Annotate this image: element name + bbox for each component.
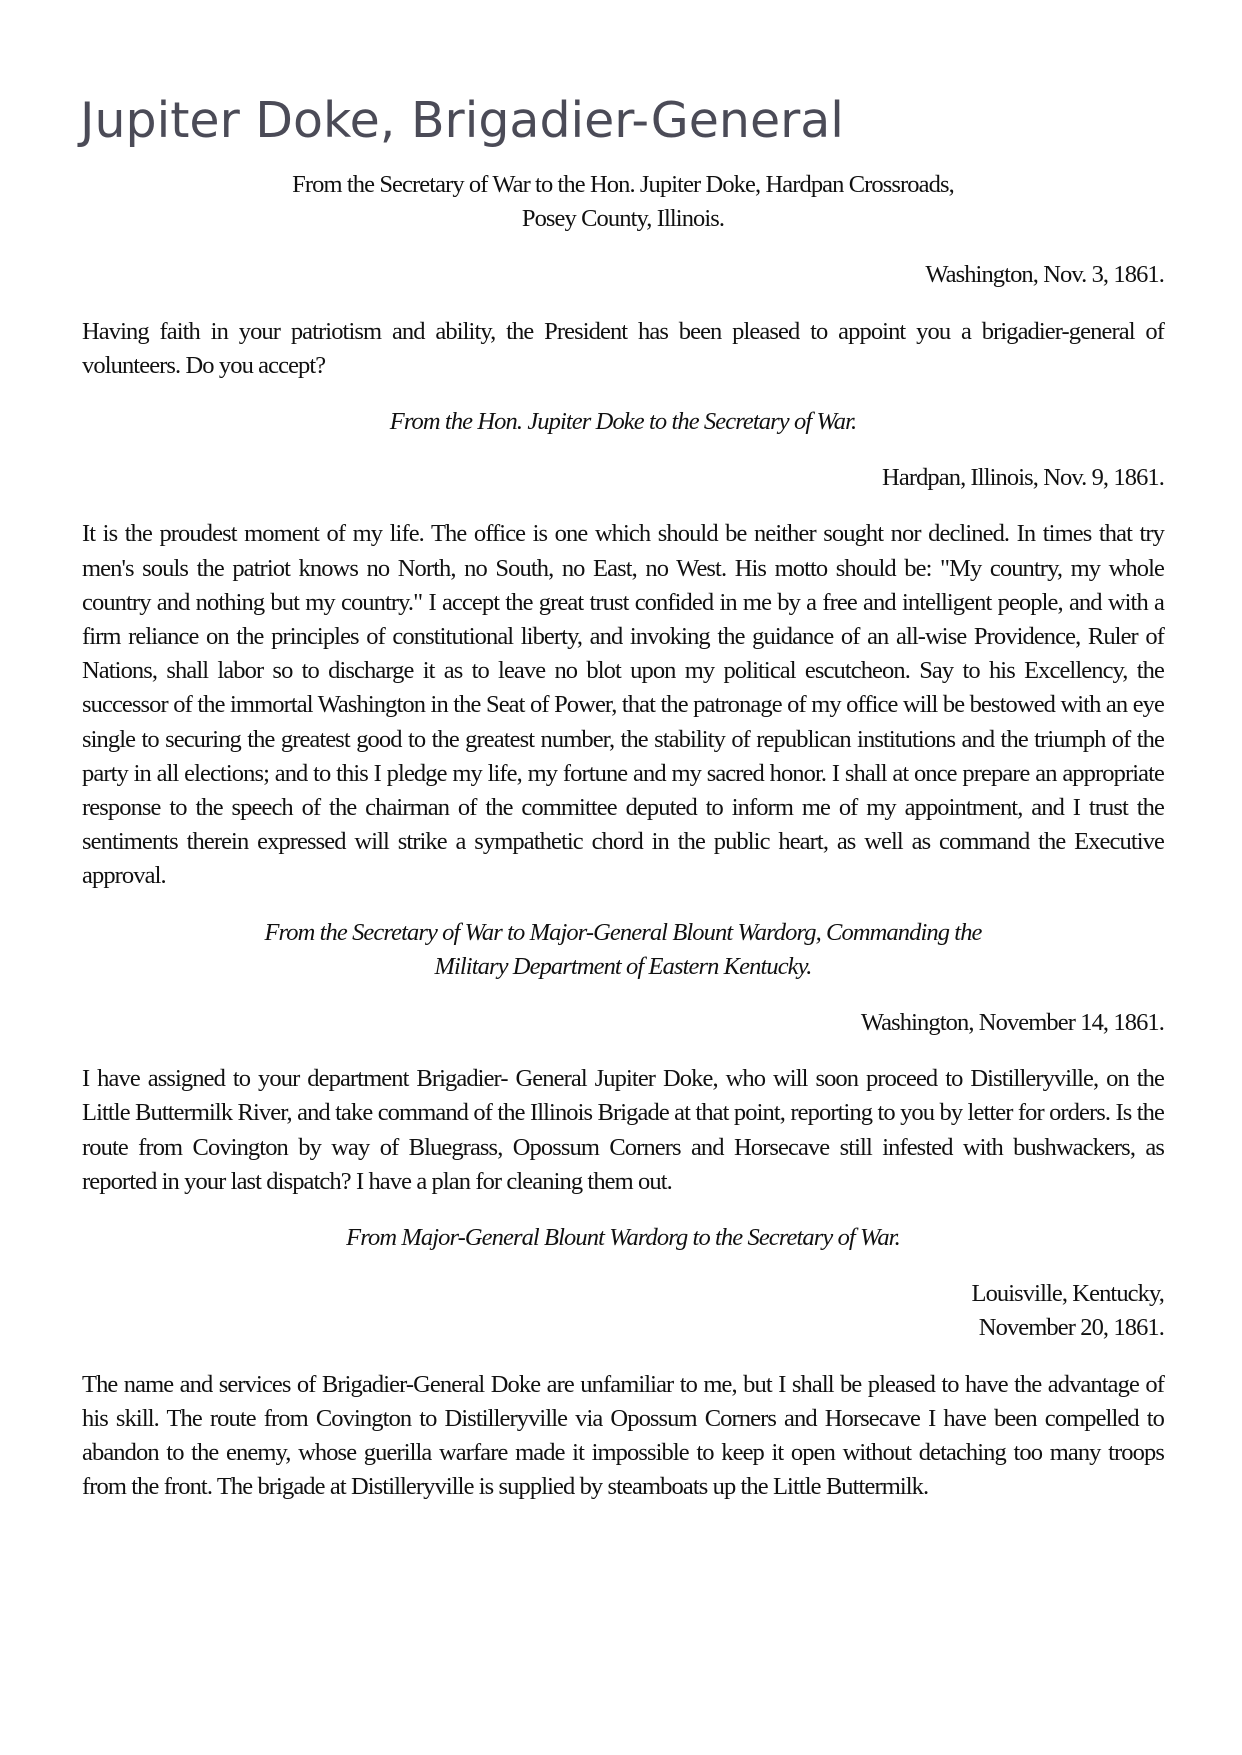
letter-body: The name and services of Brigadier-General Doke are unfamiliar to me, but I shall be pleased to have the advantage of his skill. The route from Covington to Distilleryville via Opossum Corners and Horsecave I have been compelled to abandon to the enemy, whose guerilla warfare made it impossible to keep it open without detaching too many troops from the front. The brigade at Distilleryville is supplied by steamboats up the Little Buttermilk. (82, 1370, 1164, 1501)
letter-body: I have assigned to your department Brigadier- General Jupiter Doke, who will soon proceed to Distilleryville, on the Little Buttermilk River, and take command of the Illinois Brigade at that point, reporting to you by letter for orders. Is the route from Covington by way of Bluegrass, Opossum Corners and Horsecave still infested with bushwackers, as reported in your last dispatch? I have a plan for cleaning them out. (82, 1065, 1164, 1195)
letter-dateline (82, 258, 1164, 292)
letter-heading-line: From the Secretary of War to the Hon. Jupiter Doke, Hardpan Crossroads, (292, 171, 954, 198)
dateline-line: Washington, November 14, 1861. (860, 1009, 1164, 1037)
letter-heading-line: Posey County, Illinois. (521, 205, 725, 233)
letter-heading (82, 168, 1164, 236)
page-title: Jupiter Doke, Brigadier-General (80, 92, 844, 149)
letter-dateline (82, 461, 1164, 495)
letter-heading (82, 916, 1164, 984)
letter-section (82, 1221, 1164, 1504)
letter-section (82, 168, 1164, 383)
document-body (82, 168, 1164, 1505)
letter-heading (82, 405, 1164, 439)
letter-heading (82, 1221, 1164, 1255)
letter-heading-line: Military Department of Eastern Kentucky. (434, 952, 812, 980)
dateline-line: Louisville, Kentucky, (971, 1280, 1164, 1308)
letter-dateline (82, 1277, 1164, 1345)
letter-section (82, 405, 1164, 894)
letter-dateline (82, 1006, 1164, 1040)
letter-heading-line: From the Hon. Jupiter Doke to the Secretary of War. (389, 408, 857, 436)
letter-section (82, 916, 1164, 1199)
letter-heading-line: From Major-General Blount Wardorg to the Secretary of War. (346, 1224, 900, 1252)
letter-body: Having faith in your patriotism and ability, the President has been pleased to appoint you a brigadier-general of volunteers. Do you accept? (82, 317, 1164, 379)
letter-heading-line: From the Secretary of War to Major-General Blount Wardorg, Commanding the (264, 918, 982, 946)
dateline-line: Washington, Nov. 3, 1861. (925, 261, 1164, 289)
dateline-line: Hardpan, Illinois, Nov. 9, 1861. (882, 464, 1164, 492)
dateline-line: November 20, 1861. (978, 1314, 1164, 1342)
letter-body: It is the proudest moment of my life. The office is one which should be neither sought nor declined. In times that try men's souls the patriot knows no North, no South, no East, no West. His motto should be: "My country, my whole country and nothing but my country." I accept the great trust confided in me by a free and intelligent people, and with a firm reliance on the principles of constitutional liberty, and invoking the guidance of an all-wise Providence, Ruler of Nations, shall labor so to discharge it as to leave no blot upon my political escutcheon. Say to his Excellency, the successor of the immortal Washington in the Seat of Power, that the patronage of my office will be bestowed with an eye single to securing the greatest good to the greatest number, the stability of republican institutions and the triumph of the party in all elections; and to this I pledge my life, my fortune and my sacred honor. I shall at once prepare an appropriate response to the speech of the chairman of the committee deputed to inform me of my appointment, and I trust the sentiments therein expressed will strike a sympathetic chord in the public heart, as well as command the Executive approval. (82, 520, 1164, 890)
